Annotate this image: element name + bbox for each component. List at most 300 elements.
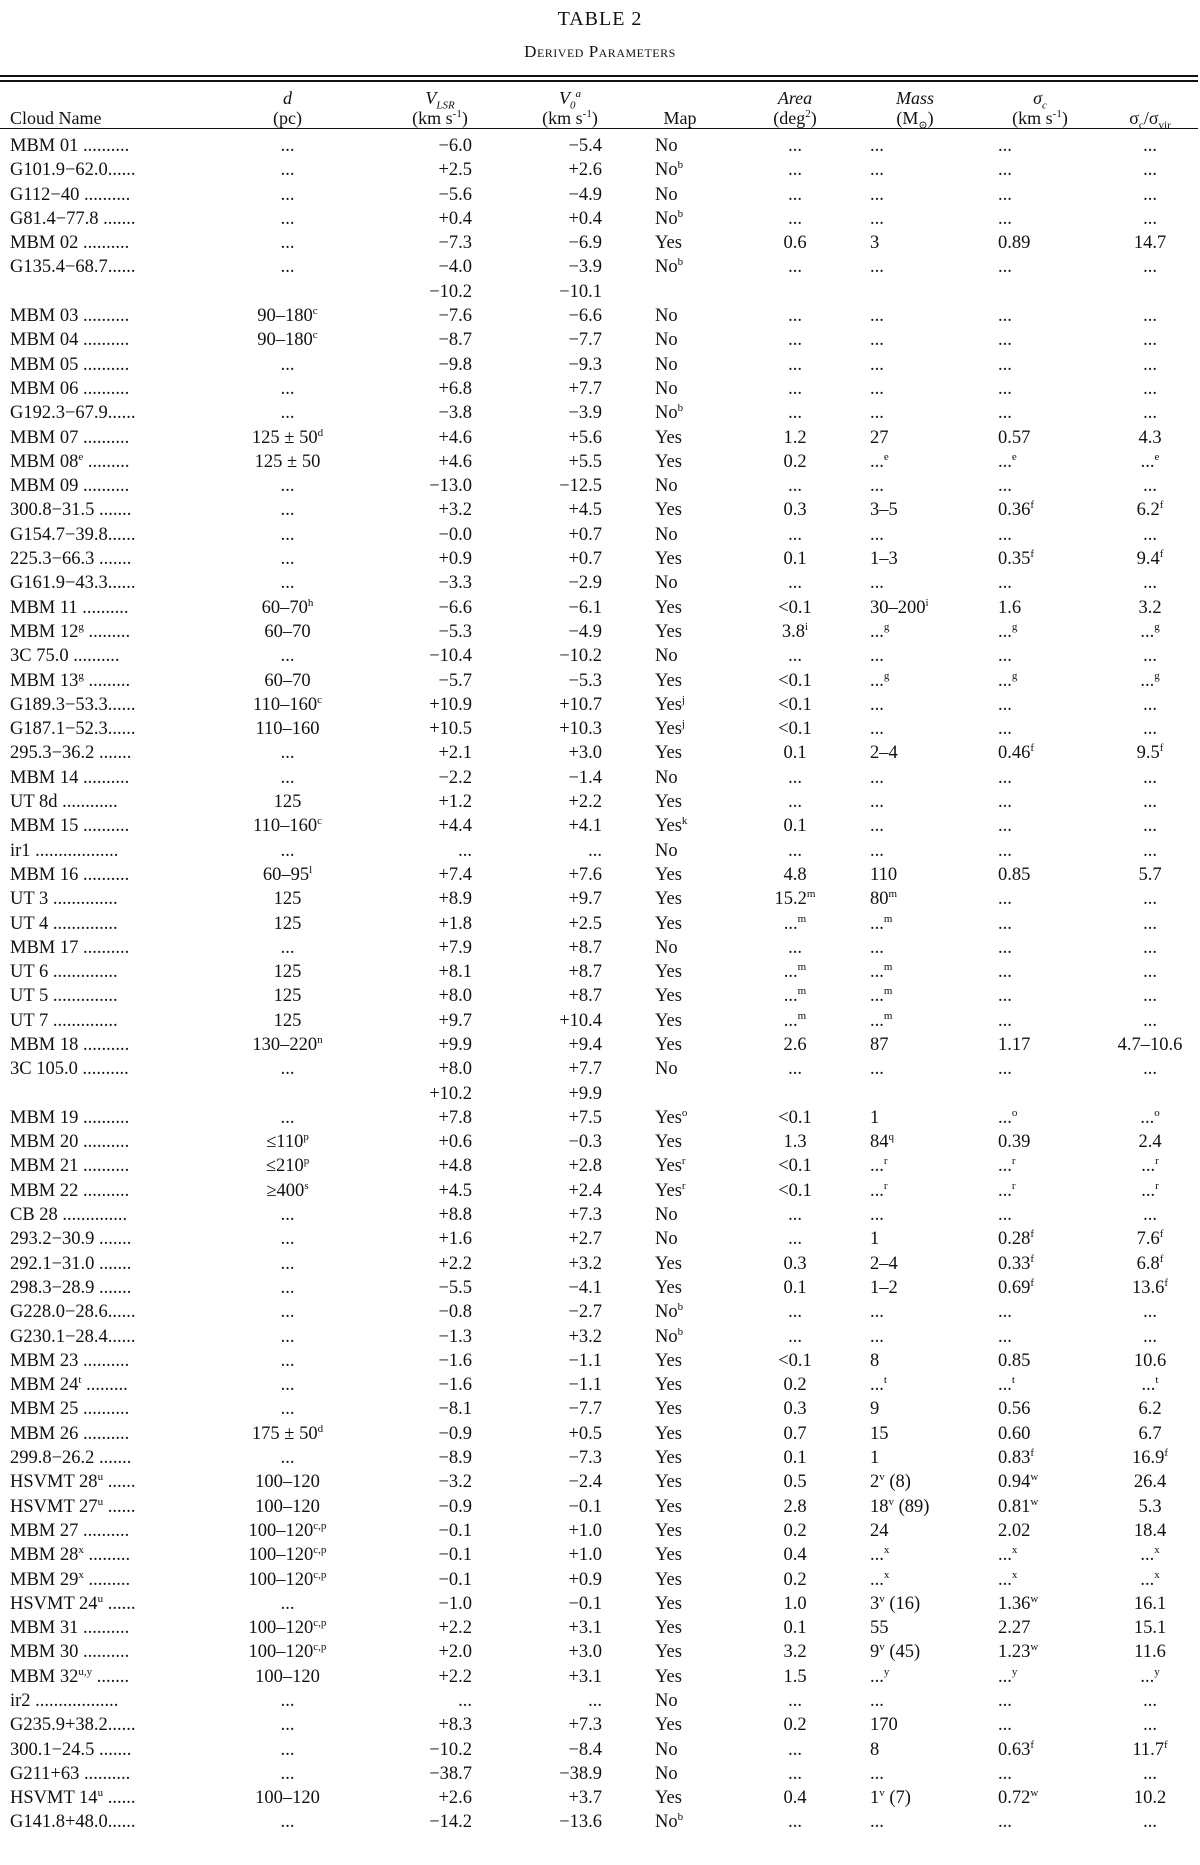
cell-sig: 0.81$^w$ <box>998 1495 1039 1517</box>
cell-map: No$^b$ <box>655 256 684 278</box>
cell-map: Yes <box>655 233 682 254</box>
cell-rat: 11.6 <box>1134 1642 1166 1663</box>
cell-dist: 125 <box>273 913 302 934</box>
column-header-line2: Cloud Name <box>10 108 102 128</box>
cell-sig: 1.36$^w$ <box>998 1592 1039 1614</box>
cell-map: Yes <box>655 913 682 934</box>
cell-area: 1.0 <box>783 1593 807 1614</box>
cell-sig: ... <box>998 1010 1012 1031</box>
cell-sig: ... <box>998 694 1012 715</box>
cell-rat: ...$^y$ <box>1140 1665 1160 1687</box>
cell-map: Yes$^r$ <box>655 1155 686 1177</box>
cell-mass: ... <box>870 524 884 545</box>
table-row <box>0 1665 1200 1689</box>
cell-dist: 90–180$^c$ <box>257 329 318 351</box>
table-row <box>0 426 1200 450</box>
cell-rat: 5.7 <box>1138 864 1162 885</box>
cell-dist: 100–120$^{c,p}$ <box>248 1616 327 1639</box>
cell-map: No$^b$ <box>655 1325 684 1347</box>
cell-name: G112−40 .......... <box>10 184 131 205</box>
cell-name: MBM 28$^x$ ......... <box>10 1544 131 1566</box>
cell-rat: ... <box>1143 257 1157 278</box>
cell-vlsr: +10.9 <box>429 694 472 715</box>
cell-vlsr: −4.0 <box>438 257 472 278</box>
cell-name: UT 7 .............. <box>10 1010 118 1031</box>
cell-area: ... <box>788 257 802 278</box>
cell-name: MBM 24$^t$ ......... <box>10 1373 128 1396</box>
cell-area: 0.1 <box>783 816 807 837</box>
cell-mass: ... <box>870 792 884 813</box>
cell-mass: ...$^m$ <box>870 1009 893 1031</box>
cell-mass: 3$^v$ (16) <box>870 1592 921 1614</box>
cell-v0: −5.4 <box>568 136 602 156</box>
cell-dist: 110–160 <box>255 719 320 740</box>
table-row <box>0 1689 1200 1713</box>
cell-v0: +9.7 <box>568 889 602 910</box>
cell-dist: ... <box>280 160 295 181</box>
cell-sig: 0.60 <box>998 1423 1031 1444</box>
cell-mass: ... <box>870 719 884 740</box>
cell-v0: +8.7 <box>568 962 602 983</box>
cell-map: Yes <box>655 1375 682 1396</box>
cell-rat: 7.6$^f$ <box>1136 1228 1164 1250</box>
table-row <box>0 1300 1200 1324</box>
cell-sig: 2.27 <box>998 1618 1031 1639</box>
cell-sig: ...$^r$ <box>998 1179 1016 1201</box>
cell-rat: ...$^r$ <box>1141 1155 1159 1177</box>
cell-v0: +3.7 <box>568 1788 602 1809</box>
cell-map: Yes$^j$ <box>655 693 685 715</box>
cell-rat: ... <box>1143 792 1157 813</box>
table-row <box>0 231 1200 255</box>
cell-sig: ... <box>998 913 1012 934</box>
cell-dist: ... <box>280 1739 295 1760</box>
cell-area: 0.5 <box>783 1472 807 1493</box>
cell-sig: 1.6 <box>998 597 1022 618</box>
table-row <box>0 960 1200 984</box>
cell-dist: ... <box>280 743 295 764</box>
cell-sig: 2.02 <box>998 1520 1031 1541</box>
cell-v0: +0.5 <box>568 1423 602 1444</box>
cell-rat: ... <box>1143 1010 1157 1031</box>
table-row <box>0 1568 1200 1592</box>
cell-vlsr: −38.7 <box>429 1763 472 1784</box>
table-row <box>0 134 1200 158</box>
cell-map: No <box>655 1739 678 1760</box>
cell-sig: ...$^g$ <box>998 620 1018 642</box>
cell-name: MBM 05 .......... <box>10 354 130 375</box>
cell-name: G187.1−52.3...... <box>10 719 136 740</box>
cell-v0: −7.7 <box>568 1399 602 1420</box>
cell-mass: 24 <box>870 1520 889 1541</box>
cell-rat: 16.1 <box>1133 1593 1167 1614</box>
cell-v0: −4.1 <box>568 1277 602 1298</box>
cell-map: Yes <box>655 1034 682 1055</box>
cell-map: Yes <box>655 1618 682 1639</box>
cell-v0: +3.0 <box>568 743 602 764</box>
column-header-area <box>740 88 850 128</box>
cell-map: No <box>655 1229 678 1250</box>
cell-rat: ...$^x$ <box>1140 1544 1160 1566</box>
cell-map: No <box>655 767 678 788</box>
cell-name: MBM 18 .......... <box>10 1034 130 1055</box>
cell-v0: +0.7 <box>568 549 602 570</box>
cell-dist: 110–160$^c$ <box>253 815 322 837</box>
table-row <box>0 158 1200 182</box>
cell-area: 0.3 <box>783 500 807 521</box>
column-header-line1 <box>1100 88 1200 108</box>
cell-rat: ... <box>1143 403 1157 424</box>
column-header-line2: (pc) <box>273 108 302 128</box>
cell-dist: ... <box>280 1375 295 1396</box>
cell-rat: ... <box>1143 573 1157 594</box>
cell-vlsr: −13.0 <box>429 476 472 497</box>
cell-name: 3C 75.0 .......... <box>10 646 120 667</box>
cell-sig: ... <box>998 1812 1012 1833</box>
table-row <box>0 1470 1200 1494</box>
cell-mass: ...$^r$ <box>870 1179 888 1201</box>
cell-v0: +3.1 <box>568 1618 602 1639</box>
column-header-name <box>10 88 190 128</box>
cell-map: No <box>655 524 678 545</box>
cell-sig: ...$^g$ <box>998 669 1018 691</box>
cell-v0: +7.3 <box>568 1715 602 1736</box>
table-row <box>0 280 1200 304</box>
table-row <box>0 571 1200 595</box>
column-header-line2: $\sigma_c/\sigma_{vir}$ <box>1129 108 1171 132</box>
cell-map: Yes <box>655 864 682 885</box>
cell-name: UT 4 .............. <box>10 913 118 934</box>
cell-sig: 1.23$^w$ <box>998 1641 1039 1663</box>
cell-vlsr: −7.3 <box>438 233 472 254</box>
cell-dist: ... <box>280 1277 295 1298</box>
cell-name: 300.1−24.5 ....... <box>10 1739 132 1760</box>
cell-map: Yes$^k$ <box>655 815 688 837</box>
cell-map: No$^b$ <box>655 402 684 424</box>
cell-area: 15.2$^m$ <box>774 888 816 910</box>
cell-mass: ... <box>870 1302 884 1323</box>
cell-rat: ... <box>1143 937 1157 958</box>
table-row <box>0 1154 1200 1178</box>
table-row <box>0 328 1200 352</box>
cell-vlsr: −5.7 <box>438 670 472 691</box>
cell-v0: +2.6 <box>568 160 602 181</box>
cell-area: 3.8$^i$ <box>781 620 809 642</box>
cell-v0: −1.4 <box>568 767 602 788</box>
cell-v0: −0.1 <box>568 1496 602 1517</box>
cell-sig: 0.69$^f$ <box>998 1276 1035 1298</box>
cell-map: Yes$^r$ <box>655 1179 686 1201</box>
cell-mass: ... <box>870 1812 884 1833</box>
cell-vlsr: −10.2 <box>429 281 472 302</box>
cell-map: Yes <box>655 889 682 910</box>
cell-mass: ... <box>870 816 884 837</box>
cell-area: ... <box>788 330 802 351</box>
cell-dist: ... <box>280 573 295 594</box>
cell-mass: ... <box>870 184 884 205</box>
top-rule-double <box>0 80 1198 82</box>
cell-map: No <box>655 476 678 497</box>
cell-name: UT 6 .............. <box>10 962 118 983</box>
cell-name: HSVMT 24$^u$ ...... <box>10 1592 136 1614</box>
cell-dist: ... <box>280 403 295 424</box>
cell-mass: ...$^m$ <box>870 960 893 983</box>
cell-dist: ... <box>280 208 295 229</box>
cell-vlsr: −3.3 <box>438 573 472 594</box>
cell-sig: ... <box>998 646 1012 667</box>
cell-dist: 60–70$^h$ <box>261 596 314 618</box>
cell-dist: 125 <box>273 986 302 1007</box>
top-rule <box>0 75 1198 77</box>
table-row <box>0 936 1200 960</box>
cell-v0: −1.1 <box>568 1375 602 1396</box>
table-row <box>0 644 1200 668</box>
table-title: TABLE 2 <box>557 8 643 30</box>
cell-vlsr: +8.8 <box>438 1205 472 1226</box>
cell-name: MBM 20 .......... <box>10 1132 130 1153</box>
table-row <box>0 255 1200 279</box>
cell-rat: 9.4$^f$ <box>1136 547 1164 570</box>
cell-v0: −12.5 <box>559 476 602 497</box>
cell-name: 299.8−26.2 ....... <box>10 1448 132 1469</box>
cell-name: MBM 06 .......... <box>10 378 130 399</box>
cell-mass: ...$^x$ <box>870 1568 890 1590</box>
cell-mass: ... <box>870 160 884 181</box>
cell-v0: ... <box>588 840 602 861</box>
cell-dist: $\le 110^p$ <box>266 1131 309 1153</box>
cell-mass: ... <box>870 354 884 375</box>
cell-rat: ...$^o$ <box>1140 1106 1160 1128</box>
cell-name: UT 5 .............. <box>10 986 118 1007</box>
cell-mass: 55 <box>870 1618 889 1639</box>
cell-sig: ... <box>998 719 1012 740</box>
cell-vlsr: −0.1 <box>438 1520 472 1541</box>
cell-area: 3.2 <box>783 1642 807 1663</box>
table-row <box>0 207 1200 231</box>
cell-area: ... <box>788 573 802 594</box>
column-header-line1: Area <box>777 88 813 108</box>
cell-map: Yes <box>655 1253 682 1274</box>
cell-dist: ... <box>280 524 295 545</box>
cell-area: 2.8 <box>783 1496 807 1517</box>
column-header-line1 <box>640 88 720 108</box>
cell-rat: 2.4 <box>1138 1132 1162 1153</box>
cell-map: Yes <box>655 1496 682 1517</box>
cell-name: G141.8+48.0...... <box>10 1812 136 1833</box>
table-row <box>0 620 1200 644</box>
cell-v0: +10.4 <box>559 1010 602 1031</box>
cell-area: ... <box>788 208 802 229</box>
cell-rat: ... <box>1143 889 1157 910</box>
cell-vlsr: +2.6 <box>438 1788 472 1809</box>
cell-sig: 0.72$^w$ <box>998 1787 1039 1809</box>
cell-mass: ... <box>870 694 884 715</box>
cell-map: Yes <box>655 792 682 813</box>
cell-name: MBM 31 .......... <box>10 1618 130 1639</box>
column-header-rat <box>1100 88 1200 132</box>
cell-rat: ... <box>1143 719 1157 740</box>
table-row <box>0 547 1200 571</box>
table-row <box>0 498 1200 522</box>
cell-name: G230.1−28.4...... <box>10 1326 136 1347</box>
cell-vlsr: +9.7 <box>438 1010 472 1031</box>
cell-vlsr: +1.6 <box>438 1229 472 1250</box>
cell-dist: ... <box>280 184 295 205</box>
cell-map: Yes <box>655 1666 682 1687</box>
cell-v0: −13.6 <box>559 1812 602 1833</box>
cell-mass: ... <box>870 767 884 788</box>
cell-area: ...$^m$ <box>783 1009 807 1031</box>
cell-dist: 90–180$^c$ <box>257 304 318 327</box>
cell-vlsr: −0.9 <box>438 1423 472 1444</box>
cell-name: 292.1−31.0 ....... <box>10 1253 132 1274</box>
cell-sig: ... <box>998 840 1012 861</box>
cell-name: G189.3−53.3...... <box>10 694 136 715</box>
cell-area: 0.6 <box>783 233 807 254</box>
cell-v0: −38.9 <box>559 1763 602 1784</box>
table-row <box>0 1082 1200 1106</box>
column-header-line2: Map <box>663 108 697 128</box>
cell-area: 0.1 <box>783 1448 807 1469</box>
cell-name: MBM 12$^g$ ......... <box>10 620 131 642</box>
table-row <box>0 1592 1200 1616</box>
table-row <box>0 1009 1200 1033</box>
cell-name: G135.4−68.7...... <box>10 257 136 278</box>
table-row <box>0 1033 1200 1057</box>
cell-sig: 0.46$^f$ <box>998 742 1035 764</box>
cell-mass: ... <box>870 136 884 156</box>
table-row <box>0 1495 1200 1519</box>
cell-vlsr: −9.8 <box>438 354 472 375</box>
cell-sig: 0.39 <box>998 1132 1031 1153</box>
table-row <box>0 839 1200 863</box>
cell-dist: ... <box>280 1448 295 1469</box>
cell-name: 300.8−31.5 ....... <box>10 500 132 521</box>
table-row <box>0 1616 1200 1640</box>
cell-vlsr: +3.2 <box>438 500 472 521</box>
cell-area: ...$^m$ <box>783 960 807 983</box>
table-row <box>0 1738 1200 1762</box>
cell-dist: 125 <box>273 792 302 813</box>
cell-name: MBM 14 .......... <box>10 767 130 788</box>
cell-name: MBM 25 .......... <box>10 1399 130 1420</box>
cell-mass: 3 <box>870 233 880 254</box>
cell-sig: 0.94$^w$ <box>998 1471 1039 1493</box>
cell-name: MBM 26 .......... <box>10 1423 130 1444</box>
cell-v0: +1.0 <box>568 1545 602 1566</box>
cell-map: Yes <box>655 1569 682 1590</box>
cell-map: Yes <box>655 743 682 764</box>
cell-area: 0.2 <box>783 1375 807 1396</box>
cell-vlsr: −3.8 <box>438 403 472 424</box>
cell-rat: ...$^g$ <box>1140 669 1160 691</box>
column-header-sig <box>980 88 1100 128</box>
cell-vlsr: −1.0 <box>438 1593 472 1614</box>
cell-vlsr: −5.5 <box>438 1277 472 1298</box>
cell-mass: 30–200$^i$ <box>870 596 929 618</box>
table-row <box>0 1227 1200 1251</box>
cell-name: 295.3−36.2 ....... <box>10 743 132 764</box>
table-row <box>0 1446 1200 1470</box>
cell-name: MBM 15 .......... <box>10 816 130 837</box>
cell-v0: +7.7 <box>568 1059 602 1080</box>
table-row <box>0 474 1200 498</box>
cell-vlsr: +1.8 <box>438 913 472 934</box>
cell-sig: ...$^o$ <box>998 1106 1018 1128</box>
cell-v0: +2.4 <box>568 1180 602 1201</box>
cell-map: Yes$^j$ <box>655 717 685 740</box>
cell-rat: ... <box>1143 1302 1157 1323</box>
cell-map: Yes <box>655 1545 682 1566</box>
cell-dist: ... <box>280 476 295 497</box>
cell-rat: 10.6 <box>1133 1350 1167 1371</box>
cell-dist: $175 \pm 50^d$ <box>251 1422 324 1444</box>
cell-sig: ... <box>998 208 1012 229</box>
cell-area: ... <box>788 1229 802 1250</box>
cell-map: Yes <box>655 986 682 1007</box>
cell-map: No <box>655 937 678 958</box>
cell-rat: 10.2 <box>1133 1788 1167 1809</box>
cell-sig: ... <box>998 1715 1012 1736</box>
cell-area: 0.2 <box>783 451 807 472</box>
cell-map: Yes <box>655 1423 682 1444</box>
cell-rat: ... <box>1143 1326 1157 1347</box>
table-row <box>0 401 1200 425</box>
cell-area: ... <box>788 937 802 958</box>
cell-map: No <box>655 1763 678 1784</box>
table-row <box>0 353 1200 377</box>
cell-name: G211+63 .......... <box>10 1763 131 1784</box>
table-row <box>0 669 1200 693</box>
cell-rat: ... <box>1143 913 1157 934</box>
column-header-mass <box>855 88 975 132</box>
cell-map: No <box>655 136 678 156</box>
cell-rat: ... <box>1143 646 1157 667</box>
table-row <box>0 183 1200 207</box>
cell-vlsr: +0.4 <box>438 208 472 229</box>
cell-dist: 125 <box>273 962 302 983</box>
cell-mass: 3–5 <box>870 500 898 521</box>
cell-vlsr: +2.5 <box>438 160 472 181</box>
cell-rat: ... <box>1143 1763 1157 1784</box>
cell-name: MBM 17 .......... <box>10 937 130 958</box>
cell-name: CB 28 .............. <box>10 1205 128 1226</box>
cell-mass: 1 <box>870 1229 880 1250</box>
cell-v0: +10.3 <box>559 719 602 740</box>
cell-v0: +2.8 <box>568 1156 602 1177</box>
cell-name: MBM 29$^x$ ......... <box>10 1568 131 1590</box>
cell-vlsr: +0.6 <box>438 1132 472 1153</box>
cell-rat: 6.7 <box>1138 1423 1162 1444</box>
cell-area: 0.1 <box>783 1277 807 1298</box>
cell-mass: ... <box>870 840 884 861</box>
cell-name: G154.7−39.8...... <box>10 524 136 545</box>
cell-dist: ... <box>280 1302 295 1323</box>
cell-rat: ... <box>1143 330 1157 351</box>
table-row <box>0 790 1200 814</box>
cell-area: 0.1 <box>783 549 807 570</box>
cell-area: ... <box>788 1205 802 1226</box>
cell-dist: ... <box>280 1593 295 1614</box>
cell-rat: 5.3 <box>1138 1496 1162 1517</box>
cell-vlsr: −8.1 <box>438 1399 472 1420</box>
cell-dist: ... <box>280 233 295 254</box>
cell-map: No <box>655 646 678 667</box>
table-row <box>0 887 1200 911</box>
cell-area: ... <box>788 1302 802 1323</box>
cell-name: MBM 07 .......... <box>10 427 130 448</box>
cell-sig: ... <box>998 378 1012 399</box>
